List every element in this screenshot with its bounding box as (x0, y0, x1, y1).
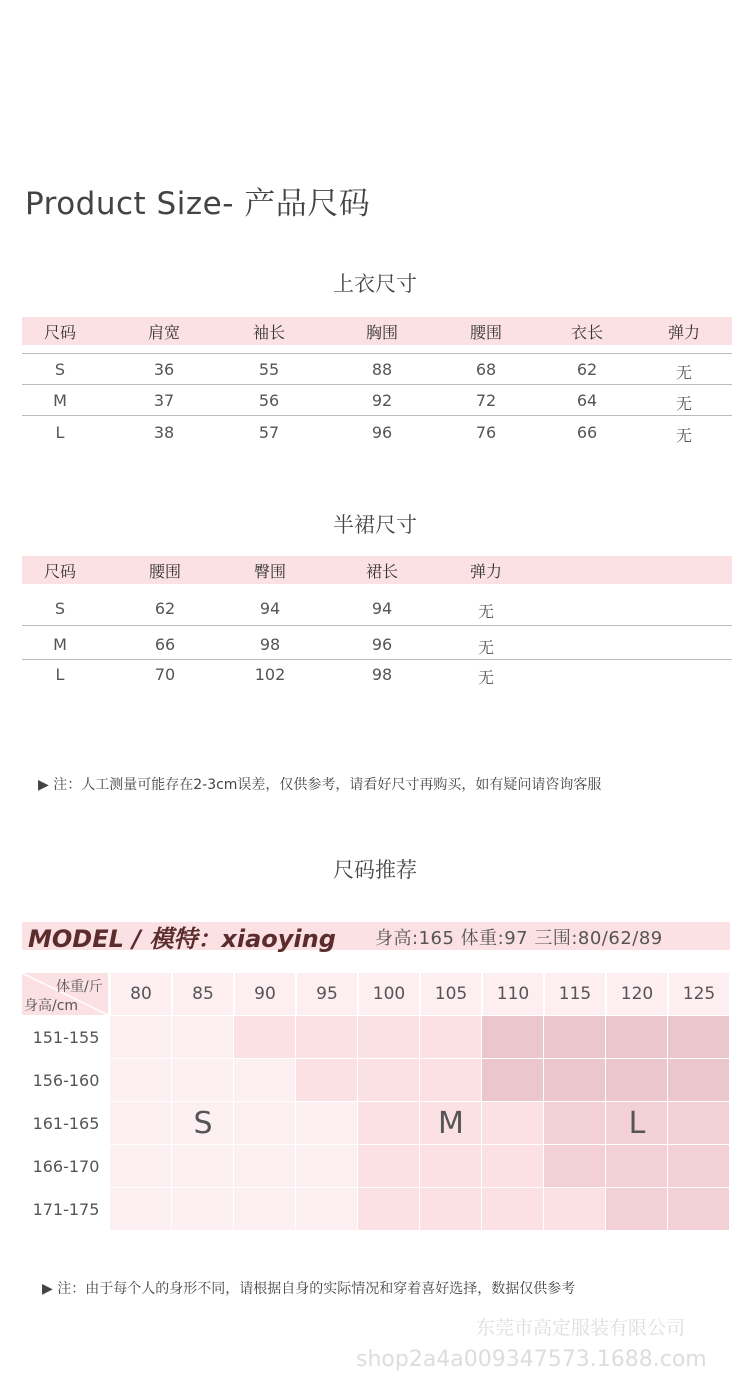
top-table-cell: 68 (475, 360, 497, 379)
weight-header-cell: 85 (173, 973, 233, 1015)
height-label: 166-170 (32, 1157, 100, 1176)
grid-cell (234, 1059, 295, 1101)
grid-cell (358, 1145, 419, 1187)
grid-cell (420, 1188, 481, 1230)
grid-cell (482, 1102, 543, 1144)
grid-cell (668, 1016, 729, 1058)
top-header-cell: 衣长 (570, 323, 604, 342)
grid-cell (358, 1059, 419, 1101)
grid-cell (606, 1016, 667, 1058)
grid-cell (482, 1016, 543, 1058)
top-header-cell: 胸围 (365, 323, 399, 342)
grid-cell (668, 1188, 729, 1230)
top-table-cell: 37 (153, 391, 175, 410)
grid-cell (358, 1188, 419, 1230)
skirt-header-cell: 尺码 (43, 562, 77, 581)
grid-cell (234, 1016, 295, 1058)
skirt-header-cell: 弹力 (469, 562, 503, 581)
weight-header-cell: 110 (483, 973, 543, 1015)
grid-cell (234, 1188, 295, 1230)
grid-cell (110, 1188, 171, 1230)
grid-cell (296, 1016, 357, 1058)
grid-cell (172, 1145, 233, 1187)
top-table-cell: L (55, 423, 65, 442)
height-label: 161-165 (32, 1114, 100, 1133)
measurement-note-text: 注：人工测量可能存在2-3cm误差，仅供参考，请看好尺寸再购买，如有疑问请咨询客服 (53, 777, 602, 793)
top-table-cell: 55 (258, 360, 280, 379)
top-table-cell: 57 (258, 423, 280, 442)
top-table-cell: 56 (258, 391, 280, 410)
corner-height-label: 身高/cm (24, 998, 79, 1014)
size-label: L (628, 1106, 646, 1141)
grid-cell (544, 1102, 605, 1144)
grid-cell (544, 1188, 605, 1230)
weight-header-cell: 125 (669, 973, 729, 1015)
size-label: M (438, 1106, 464, 1141)
top-table-cell: 无 (675, 426, 693, 445)
top-table-cell: 38 (153, 423, 175, 442)
grid-cell (420, 1145, 481, 1187)
grid-cell (668, 1145, 729, 1187)
top-table-cell: 88 (371, 360, 393, 379)
skirt-header-cell: 臀围 (253, 562, 287, 581)
grid-corner-header (22, 973, 108, 1015)
measurement-note (38, 774, 601, 794)
skirt-size-title: 半裙尺寸 (333, 513, 417, 537)
weight-header-cell: 105 (421, 973, 481, 1015)
skirt-table-cell: M (53, 635, 67, 654)
top-table-cell: 96 (371, 423, 393, 442)
top-table-cell: 64 (576, 391, 598, 410)
weight-header-cell: 100 (359, 973, 419, 1015)
grid-cell (482, 1059, 543, 1101)
skirt-table-cell: 62 (154, 599, 176, 618)
skirt-table-cell: 98 (371, 665, 393, 684)
top-row-divider (22, 384, 732, 385)
top-table-cell: 36 (153, 360, 175, 379)
grid-cell (110, 1059, 171, 1101)
grid-cell (358, 1102, 419, 1144)
grid-cell (110, 1145, 171, 1187)
top-table-cell: 62 (576, 360, 598, 379)
grid-cell (482, 1188, 543, 1230)
skirt-header-cell: 裙长 (365, 562, 399, 581)
height-label: 156-160 (32, 1071, 100, 1090)
weight-header-cell: 120 (607, 973, 667, 1015)
height-label: 171-175 (32, 1200, 100, 1219)
skirt-table-cell: 94 (371, 599, 393, 618)
grid-cell (668, 1102, 729, 1144)
top-table-cell: S (54, 360, 66, 379)
grid-cell (234, 1145, 295, 1187)
top-table-cell: M (53, 391, 67, 410)
skirt-table-cell: 96 (371, 635, 393, 654)
skirt-table-cell: 98 (259, 635, 281, 654)
grid-cell (172, 1016, 233, 1058)
skirt-row-divider (22, 625, 732, 626)
grid-cell (172, 1059, 233, 1101)
model-info: 身高:165 体重:97 三围:80/62/89 (375, 928, 663, 949)
skirt-table-cell: S (54, 599, 66, 618)
recommend-note-text: 注：由于每个人的身形不同，请根据自身的实际情况和穿着喜好选择，数据仅供参考 (57, 1281, 576, 1297)
weight-header-cell: 115 (545, 973, 605, 1015)
model-title: MODEL / 模特：xiaoying (28, 925, 336, 953)
size-label: S (193, 1106, 213, 1141)
grid-cell (172, 1188, 233, 1230)
grid-cell (420, 1059, 481, 1101)
weight-header-cell: 95 (297, 973, 357, 1015)
watermark-shop: shop2a4a009347573.1688.com (356, 1347, 707, 1372)
weight-header-cell: 80 (111, 973, 171, 1015)
grid-cell (110, 1016, 171, 1058)
top-table-cell: 92 (371, 391, 393, 410)
skirt-table-cell: 无 (477, 638, 495, 657)
grid-cell (544, 1016, 605, 1058)
grid-cell (606, 1188, 667, 1230)
skirt-table-cell: 无 (477, 668, 495, 687)
top-header-cell: 尺码 (43, 323, 77, 342)
triangle-icon: ▶ (38, 777, 49, 793)
grid-cell (296, 1188, 357, 1230)
weight-header-cell: 90 (235, 973, 295, 1015)
skirt-table-cell: 66 (154, 635, 176, 654)
skirt-header-cell: 腰围 (148, 562, 182, 581)
top-table-cell: 无 (675, 394, 693, 413)
top-table-cell: 66 (576, 423, 598, 442)
recommend-title: 尺码推荐 (333, 858, 417, 882)
corner-weight-label: 体重/斤 (56, 979, 103, 995)
recommend-note (42, 1278, 575, 1298)
grid-cell (110, 1102, 171, 1144)
skirt-row-divider (22, 659, 732, 660)
triangle-icon: ▶ (42, 1281, 53, 1297)
top-header-cell: 肩宽 (147, 323, 181, 342)
grid-cell (544, 1059, 605, 1101)
grid-cell (606, 1059, 667, 1101)
grid-cell (668, 1059, 729, 1101)
page-title: Product Size- 产品尺码 (25, 186, 371, 222)
skirt-table-cell: 无 (477, 602, 495, 621)
top-header-cell: 袖长 (252, 323, 286, 342)
skirt-table-cell: 94 (259, 599, 281, 618)
skirt-table-cell: L (55, 665, 65, 684)
skirt-table-cell: 102 (254, 665, 286, 684)
top-table-cell: 76 (475, 423, 497, 442)
grid-cell (234, 1102, 295, 1144)
watermark-company: 东莞市高定服装有限公司 (476, 1317, 686, 1339)
grid-cell (296, 1102, 357, 1144)
top-header-cell: 弹力 (667, 323, 701, 342)
grid-cell (544, 1145, 605, 1187)
grid-cell (358, 1016, 419, 1058)
grid-cell (606, 1145, 667, 1187)
top-size-title: 上衣尺寸 (333, 272, 417, 296)
top-table-cell: 无 (675, 363, 693, 382)
grid-cell (296, 1059, 357, 1101)
top-row-divider (22, 415, 732, 416)
height-label: 151-155 (32, 1028, 100, 1047)
grid-cell (482, 1145, 543, 1187)
top-row-divider (22, 353, 732, 354)
grid-cell (420, 1016, 481, 1058)
skirt-table-cell: 70 (154, 665, 176, 684)
grid-cell (296, 1145, 357, 1187)
top-header-cell: 腰围 (469, 323, 503, 342)
top-table-cell: 72 (475, 391, 497, 410)
